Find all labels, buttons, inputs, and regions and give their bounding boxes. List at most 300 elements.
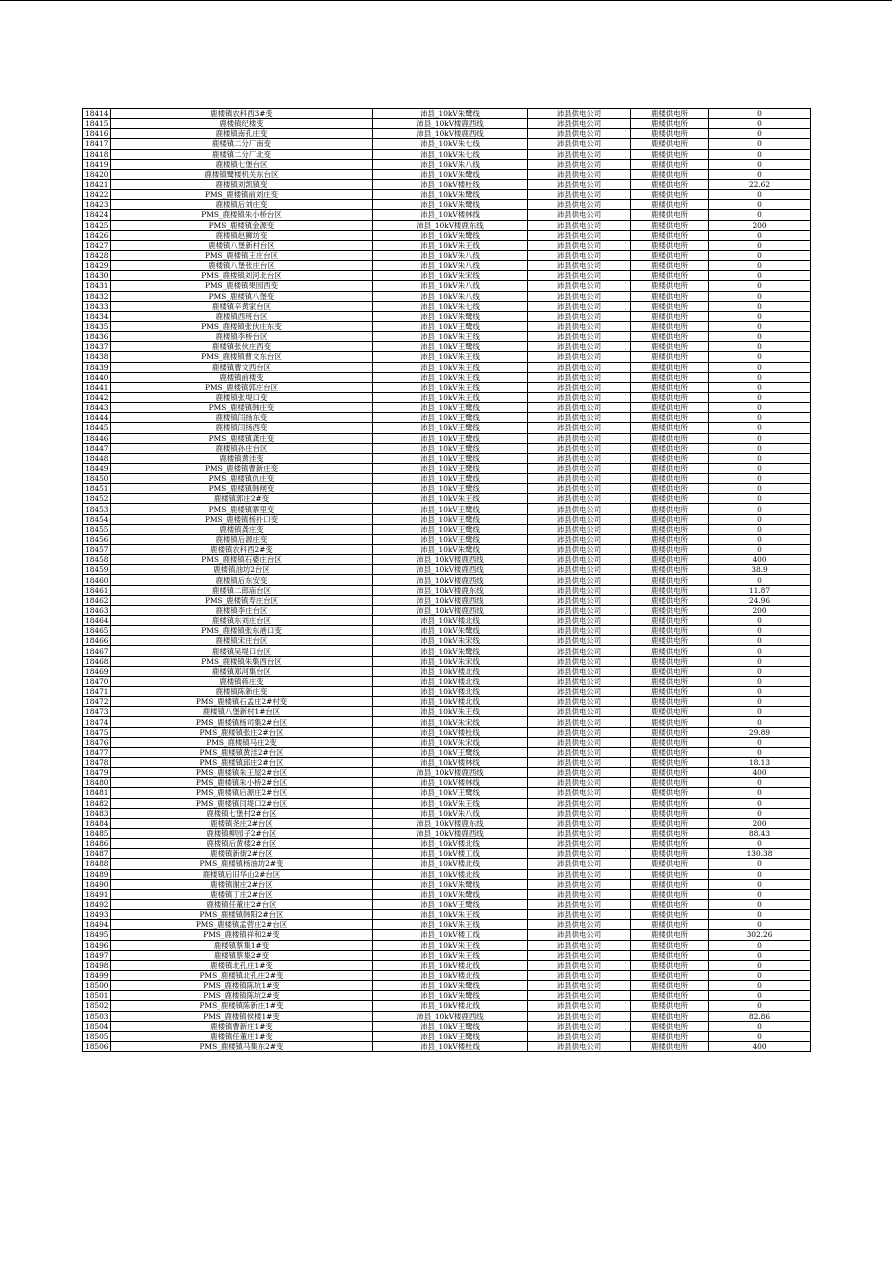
feeder-line-cell: 沛县_10kV朱王线 — [373, 372, 528, 382]
feeder-line-cell: 沛县_10kV王鹭线 — [373, 413, 528, 423]
company-cell: 沛县供电公司 — [528, 1031, 631, 1041]
feeder-line-cell: 沛县_10kV王鹭线 — [373, 321, 528, 331]
transformer-name-cell: PMS_鹿楼镇陈新庄1#变 — [111, 1001, 373, 1011]
feeder-line-cell: 沛县_10kV楼鹿西线 — [373, 575, 528, 585]
station-cell: 鹿楼供电所 — [631, 250, 709, 260]
table-row — [83, 403, 811, 413]
row-number-cell: 18480 — [83, 778, 111, 788]
feeder-line-cell: 沛县_10kV王鹭线 — [373, 342, 528, 352]
station-cell: 鹿楼供电所 — [631, 656, 709, 666]
transformer-name-cell: 鹿楼镇孙庄台区 — [111, 443, 373, 453]
transformer-name-cell: 鹿楼镇闫扬东变 — [111, 413, 373, 423]
feeder-line-cell: 沛县_10kV楼北线 — [373, 859, 528, 869]
row-number-cell: 18441 — [83, 382, 111, 392]
station-cell: 鹿楼供电所 — [631, 524, 709, 534]
value-cell: 0 — [709, 474, 811, 484]
value-cell: 0 — [709, 534, 811, 544]
table-row — [83, 1011, 811, 1021]
row-number-cell: 18454 — [83, 514, 111, 524]
station-cell: 鹿楼供电所 — [631, 555, 709, 565]
company-cell: 沛县供电公司 — [528, 524, 631, 534]
company-cell: 沛县供电公司 — [528, 605, 631, 615]
transformer-name-cell: 鹿楼镇龚庄变 — [111, 524, 373, 534]
value-cell: 0 — [709, 261, 811, 271]
value-cell: 0 — [709, 119, 811, 129]
table-row — [83, 747, 811, 757]
value-cell: 0 — [709, 839, 811, 849]
transformer-name-cell: 鹿楼镇张堤口变 — [111, 392, 373, 402]
table-row — [83, 879, 811, 889]
table-row — [83, 1041, 811, 1051]
feeder-line-cell: 沛县_10kV朱鹭线 — [373, 879, 528, 889]
value-cell: 0 — [709, 737, 811, 747]
company-cell: 沛县供电公司 — [528, 534, 631, 544]
value-cell: 38.9 — [709, 565, 811, 575]
feeder-line-cell: 沛县_10kV王鹭线 — [373, 433, 528, 443]
value-cell: 0 — [709, 778, 811, 788]
station-cell: 鹿楼供电所 — [631, 758, 709, 768]
feeder-line-cell: 沛县_10kV朱宋线 — [373, 717, 528, 727]
row-number-cell: 18506 — [83, 1041, 111, 1051]
feeder-line-cell: 沛县_10kV朱王线 — [373, 352, 528, 362]
transformer-name-cell: 鹿楼镇陈新庄变 — [111, 687, 373, 697]
transformer-name-cell: PMS_鹿楼镇杨油坊2#变 — [111, 859, 373, 869]
transformer-name-cell: PMS_鹿楼镇刘河北台区 — [111, 271, 373, 281]
station-cell: 鹿楼供电所 — [631, 453, 709, 463]
table-row — [83, 707, 811, 717]
transformer-name-cell: PMS_鹿楼镇曹新庄变 — [111, 463, 373, 473]
feeder-line-cell: 沛县_10kV朱宋线 — [373, 271, 528, 281]
feeder-line-cell: 沛县_10kV朱八线 — [373, 291, 528, 301]
row-number-cell: 18448 — [83, 453, 111, 463]
value-cell: 0 — [709, 616, 811, 626]
company-cell: 沛县供电公司 — [528, 179, 631, 189]
station-cell: 鹿楼供电所 — [631, 636, 709, 646]
data-table — [82, 108, 811, 1052]
station-cell: 鹿楼供电所 — [631, 311, 709, 321]
transformer-name-cell: 鹿楼镇郭庄2#变 — [111, 494, 373, 504]
company-cell: 沛县供电公司 — [528, 281, 631, 291]
value-cell: 0 — [709, 129, 811, 139]
transformer-name-cell: 鹿楼镇宋庄台区 — [111, 636, 373, 646]
station-cell: 鹿楼供电所 — [631, 504, 709, 514]
feeder-line-cell: 沛县_10kV王鹭线 — [373, 423, 528, 433]
feeder-line-cell: 沛县_10kV楼北线 — [373, 616, 528, 626]
station-cell: 鹿楼供电所 — [631, 342, 709, 352]
company-cell: 沛县供电公司 — [528, 981, 631, 991]
row-number-cell: 18415 — [83, 119, 111, 129]
row-number-cell: 18457 — [83, 545, 111, 555]
station-cell: 鹿楼供电所 — [631, 1011, 709, 1021]
company-cell: 沛县供电公司 — [528, 879, 631, 889]
table-row — [83, 839, 811, 849]
value-cell: 0 — [709, 230, 811, 240]
feeder-line-cell: 沛县_10kV朱鹭线 — [373, 169, 528, 179]
table-row — [83, 687, 811, 697]
feeder-line-cell: 沛县_10kV朱王线 — [373, 707, 528, 717]
value-cell: 0 — [709, 514, 811, 524]
value-cell: 0 — [709, 747, 811, 757]
station-cell: 鹿楼供电所 — [631, 271, 709, 281]
company-cell: 沛县供电公司 — [528, 970, 631, 980]
feeder-line-cell: 沛县_10kV楼林线 — [373, 778, 528, 788]
station-cell: 鹿楼供电所 — [631, 433, 709, 443]
company-cell: 沛县供电公司 — [528, 798, 631, 808]
table-row — [83, 950, 811, 960]
row-number-cell: 18489 — [83, 869, 111, 879]
transformer-name-cell: 鹿楼镇纪楼变 — [111, 119, 373, 129]
transformer-name-cell: PMS_鹿楼镇邱庄2#台区 — [111, 758, 373, 768]
table-row — [83, 484, 811, 494]
transformer-name-cell: 鹿楼镇西班台区 — [111, 311, 373, 321]
feeder-line-cell: 沛县_10kV王鹭线 — [373, 1021, 528, 1031]
feeder-line-cell: 沛县_10kV楼北线 — [373, 970, 528, 980]
row-number-cell: 18501 — [83, 991, 111, 1001]
value-cell: 0 — [709, 362, 811, 372]
table-row — [83, 717, 811, 727]
station-cell: 鹿楼供电所 — [631, 423, 709, 433]
value-cell: 0 — [709, 149, 811, 159]
transformer-name-cell: 鹿楼镇南孔庄变 — [111, 129, 373, 139]
transformer-name-cell: 鹿楼镇尧庄2#台区 — [111, 818, 373, 828]
table-row — [83, 626, 811, 636]
table-row — [83, 159, 811, 169]
transformer-name-cell: PMS_鹿楼镇马集东2#变 — [111, 1041, 373, 1051]
value-cell: 0 — [709, 139, 811, 149]
value-cell: 302.26 — [709, 930, 811, 940]
station-cell: 鹿楼供电所 — [631, 129, 709, 139]
row-number-cell: 18429 — [83, 261, 111, 271]
station-cell: 鹿楼供电所 — [631, 1031, 709, 1041]
company-cell: 沛县供电公司 — [528, 626, 631, 636]
company-cell: 沛县供电公司 — [528, 494, 631, 504]
value-cell: 0 — [709, 960, 811, 970]
value-cell: 0 — [709, 463, 811, 473]
station-cell: 鹿楼供电所 — [631, 828, 709, 838]
company-cell: 沛县供电公司 — [528, 443, 631, 453]
station-cell: 鹿楼供电所 — [631, 950, 709, 960]
company-cell: 沛县供电公司 — [528, 758, 631, 768]
company-cell: 沛县供电公司 — [528, 788, 631, 798]
value-cell: 0 — [709, 159, 811, 169]
value-cell: 11.87 — [709, 585, 811, 595]
feeder-line-cell: 沛县_10kV楼北线 — [373, 869, 528, 879]
company-cell: 沛县供电公司 — [528, 311, 631, 321]
feeder-line-cell: 沛县_10kV楼林线 — [373, 210, 528, 220]
transformer-name-cell: PMS_鹿楼镇朱王屋2#台区 — [111, 768, 373, 778]
table-row — [83, 585, 811, 595]
station-cell: 鹿楼供电所 — [631, 291, 709, 301]
transformer-name-cell: 鹿楼镇赵狮坊变 — [111, 230, 373, 240]
feeder-line-cell: 沛县_10kV朱王线 — [373, 950, 528, 960]
table-row — [83, 109, 811, 119]
row-number-cell: 18479 — [83, 768, 111, 778]
row-number-cell: 18427 — [83, 240, 111, 250]
value-cell: 0 — [709, 869, 811, 879]
transformer-name-cell: PMS_鹿楼镇闫堤口2#台区 — [111, 798, 373, 808]
row-number-cell: 18438 — [83, 352, 111, 362]
feeder-line-cell: 沛县_10kV朱鹭线 — [373, 200, 528, 210]
row-number-cell: 18467 — [83, 646, 111, 656]
station-cell: 鹿楼供电所 — [631, 109, 709, 119]
station-cell: 鹿楼供电所 — [631, 200, 709, 210]
value-cell: 0 — [709, 342, 811, 352]
company-cell: 沛县供电公司 — [528, 250, 631, 260]
feeder-line-cell: 沛县_10kV楼工线 — [373, 930, 528, 940]
transformer-name-cell: 鹿楼镇曹文西台区 — [111, 362, 373, 372]
row-number-cell: 18475 — [83, 727, 111, 737]
transformer-name-cell: 鹿楼镇八堡张庄台区 — [111, 261, 373, 271]
value-cell: 200 — [709, 220, 811, 230]
station-cell: 鹿楼供电所 — [631, 362, 709, 372]
feeder-line-cell: 沛县_10kV楼鹿西线 — [373, 119, 528, 129]
value-cell: 0 — [709, 1021, 811, 1031]
feeder-line-cell: 沛县_10kV朱王线 — [373, 382, 528, 392]
row-number-cell: 18487 — [83, 849, 111, 859]
row-number-cell: 18477 — [83, 747, 111, 757]
company-cell: 沛县供电公司 — [528, 869, 631, 879]
table-row — [83, 261, 811, 271]
station-cell: 鹿楼供电所 — [631, 169, 709, 179]
row-number-cell: 18458 — [83, 555, 111, 565]
table-row — [83, 1031, 811, 1041]
feeder-line-cell: 沛县_10kV楼北线 — [373, 697, 528, 707]
feeder-line-cell: 沛县_10kV朱七线 — [373, 139, 528, 149]
station-cell: 鹿楼供电所 — [631, 930, 709, 940]
company-cell: 沛县供电公司 — [528, 768, 631, 778]
company-cell: 沛县供电公司 — [528, 139, 631, 149]
row-number-cell: 18419 — [83, 159, 111, 169]
value-cell: 0 — [709, 311, 811, 321]
feeder-line-cell: 沛县_10kV朱王线 — [373, 362, 528, 372]
transformer-name-cell: PMS_鹿楼镇寨里变 — [111, 504, 373, 514]
feeder-line-cell: 沛县_10kV楼鹿东线 — [373, 220, 528, 230]
value-cell: 0 — [709, 889, 811, 899]
company-cell: 沛县供电公司 — [528, 930, 631, 940]
table-row — [83, 392, 811, 402]
transformer-name-cell: 鹿楼镇柳园子2#台区 — [111, 828, 373, 838]
table-row — [83, 666, 811, 676]
row-number-cell: 18492 — [83, 899, 111, 909]
feeder-line-cell: 沛县_10kV楼鹿西线 — [373, 605, 528, 615]
transformer-name-cell: PMS_鹿楼镇陈坑1#变 — [111, 981, 373, 991]
table-row — [83, 595, 811, 605]
feeder-line-cell: 沛县_10kV朱七线 — [373, 301, 528, 311]
company-cell: 沛县供电公司 — [528, 332, 631, 342]
company-cell: 沛县供电公司 — [528, 342, 631, 352]
table-row — [83, 1001, 811, 1011]
row-number-cell: 18490 — [83, 879, 111, 889]
feeder-line-cell: 沛县_10kV朱鹭线 — [373, 991, 528, 1001]
value-cell: 400 — [709, 1041, 811, 1051]
value-cell: 0 — [709, 940, 811, 950]
value-cell: 0 — [709, 372, 811, 382]
feeder-line-cell: 沛县_10kV楼鹿西线 — [373, 768, 528, 778]
feeder-line-cell: 沛县_10kV朱八线 — [373, 808, 528, 818]
feeder-line-cell: 沛县_10kV楼鹿东线 — [373, 585, 528, 595]
row-number-cell: 18502 — [83, 1001, 111, 1011]
company-cell: 沛县供电公司 — [528, 828, 631, 838]
transformer-name-cell: PMS_鹿楼镇王庄台区 — [111, 250, 373, 260]
feeder-line-cell: 沛县_10kV朱七线 — [373, 149, 528, 159]
feeder-line-cell: 沛县_10kV王鹭线 — [373, 534, 528, 544]
feeder-line-cell: 沛县_10kV朱鹭线 — [373, 545, 528, 555]
row-number-cell: 18445 — [83, 423, 111, 433]
row-number-cell: 18503 — [83, 1011, 111, 1021]
row-number-cell: 18433 — [83, 301, 111, 311]
station-cell: 鹿楼供电所 — [631, 585, 709, 595]
row-number-cell: 18497 — [83, 950, 111, 960]
station-cell: 鹿楼供电所 — [631, 119, 709, 129]
transformer-name-cell: 鹿楼镇二郎庙台区 — [111, 585, 373, 595]
station-cell: 鹿楼供电所 — [631, 545, 709, 555]
value-cell: 0 — [709, 271, 811, 281]
value-cell: 0 — [709, 200, 811, 210]
feeder-line-cell: 沛县_10kV朱宋线 — [373, 656, 528, 666]
value-cell: 0 — [709, 950, 811, 960]
transformer-name-cell: 鹿楼镇七堡村2#台区 — [111, 808, 373, 818]
station-cell: 鹿楼供电所 — [631, 240, 709, 250]
company-cell: 沛县供电公司 — [528, 991, 631, 1001]
feeder-line-cell: 沛县_10kV朱王线 — [373, 392, 528, 402]
value-cell: 0 — [709, 352, 811, 362]
transformer-name-cell: PMS_鹿楼镇黄洼2#台区 — [111, 747, 373, 757]
table-row — [83, 433, 811, 443]
transformer-name-cell: PMS_鹿楼镇郭庄台区 — [111, 382, 373, 392]
table-row — [83, 250, 811, 260]
station-cell: 鹿楼供电所 — [631, 707, 709, 717]
value-cell: 0 — [709, 676, 811, 686]
transformer-name-cell: 鹿楼镇李庄台区 — [111, 605, 373, 615]
table-row — [83, 818, 811, 828]
value-cell: 0 — [709, 291, 811, 301]
company-cell: 沛县供电公司 — [528, 727, 631, 737]
feeder-line-cell: 沛县_10kV朱鹭线 — [373, 190, 528, 200]
row-number-cell: 18459 — [83, 565, 111, 575]
transformer-name-cell: PMS_鹿楼镇朱小桥台区 — [111, 210, 373, 220]
row-number-cell: 18418 — [83, 149, 111, 159]
row-number-cell: 18504 — [83, 1021, 111, 1031]
feeder-line-cell: 沛县_10kV朱鹭线 — [373, 646, 528, 656]
table-row — [83, 727, 811, 737]
transformer-name-cell: PMS_鹿楼镇前刘庄变 — [111, 190, 373, 200]
station-cell: 鹿楼供电所 — [631, 281, 709, 291]
feeder-line-cell: 沛县_10kV朱王线 — [373, 240, 528, 250]
company-cell: 沛县供电公司 — [528, 1011, 631, 1021]
station-cell: 鹿楼供电所 — [631, 1041, 709, 1051]
value-cell: 0 — [709, 707, 811, 717]
station-cell: 鹿楼供电所 — [631, 970, 709, 980]
row-number-cell: 18452 — [83, 494, 111, 504]
station-cell: 鹿楼供电所 — [631, 869, 709, 879]
row-number-cell: 18494 — [83, 920, 111, 930]
row-number-cell: 18465 — [83, 626, 111, 636]
station-cell: 鹿楼供电所 — [631, 646, 709, 656]
station-cell: 鹿楼供电所 — [631, 413, 709, 423]
table-row — [83, 301, 811, 311]
value-cell: 0 — [709, 666, 811, 676]
feeder-line-cell: 沛县_10kV楼杜线 — [373, 179, 528, 189]
station-cell: 鹿楼供电所 — [631, 747, 709, 757]
company-cell: 沛县供电公司 — [528, 261, 631, 271]
row-number-cell: 18491 — [83, 889, 111, 899]
table-row — [83, 899, 811, 909]
transformer-name-cell: 鹿楼镇任董庄1#变 — [111, 1031, 373, 1041]
row-number-cell: 18473 — [83, 707, 111, 717]
value-cell: 200 — [709, 818, 811, 828]
value-cell: 0 — [709, 301, 811, 311]
row-number-cell: 18425 — [83, 220, 111, 230]
value-cell: 0 — [709, 788, 811, 798]
station-cell: 鹿楼供电所 — [631, 565, 709, 575]
feeder-line-cell: 沛县_10kV楼北线 — [373, 666, 528, 676]
transformer-name-cell: 鹿楼镇丁庄2#台区 — [111, 889, 373, 899]
station-cell: 鹿楼供电所 — [631, 839, 709, 849]
station-cell: 鹿楼供电所 — [631, 808, 709, 818]
transformer-name-cell: 鹿楼镇北孔庄1#变 — [111, 960, 373, 970]
row-number-cell: 18434 — [83, 311, 111, 321]
feeder-line-cell: 沛县_10kV楼鹿西线 — [373, 1011, 528, 1021]
feeder-line-cell: 沛县_10kV楼林线 — [373, 758, 528, 768]
company-cell: 沛县供电公司 — [528, 545, 631, 555]
station-cell: 鹿楼供电所 — [631, 494, 709, 504]
table-row — [83, 565, 811, 575]
value-cell: 0 — [709, 687, 811, 697]
transformer-name-cell: 鹿楼镇新街2#台区 — [111, 849, 373, 859]
transformer-name-cell: PMS_鹿楼镇韩闸变 — [111, 484, 373, 494]
station-cell: 鹿楼供电所 — [631, 443, 709, 453]
feeder-line-cell: 沛县_10kV朱鹭线 — [373, 626, 528, 636]
company-cell: 沛县供电公司 — [528, 321, 631, 331]
company-cell: 沛县供电公司 — [528, 484, 631, 494]
row-number-cell: 18485 — [83, 828, 111, 838]
station-cell: 鹿楼供电所 — [631, 859, 709, 869]
feeder-line-cell: 沛县_10kV楼北线 — [373, 839, 528, 849]
station-cell: 鹿楼供电所 — [631, 220, 709, 230]
station-cell: 鹿楼供电所 — [631, 981, 709, 991]
table-row — [83, 474, 811, 484]
row-number-cell: 18472 — [83, 697, 111, 707]
value-cell: 0 — [709, 250, 811, 260]
value-cell: 0 — [709, 504, 811, 514]
company-cell: 沛县供电公司 — [528, 1001, 631, 1011]
value-cell: 0 — [709, 626, 811, 636]
feeder-line-cell: 沛县_10kV朱鹭线 — [373, 889, 528, 899]
station-cell: 鹿楼供电所 — [631, 788, 709, 798]
company-cell: 沛县供电公司 — [528, 707, 631, 717]
table-row — [83, 524, 811, 534]
value-cell: 0 — [709, 575, 811, 585]
station-cell: 鹿楼供电所 — [631, 991, 709, 1001]
feeder-line-cell: 沛县_10kV王鹭线 — [373, 788, 528, 798]
row-number-cell: 18420 — [83, 169, 111, 179]
table-row — [83, 534, 811, 544]
company-cell: 沛县供电公司 — [528, 697, 631, 707]
value-cell: 0 — [709, 646, 811, 656]
table-row — [83, 423, 811, 433]
value-cell: 82.86 — [709, 1011, 811, 1021]
station-cell: 鹿楼供电所 — [631, 697, 709, 707]
table-row — [83, 139, 811, 149]
table-row — [83, 119, 811, 129]
company-cell: 沛县供电公司 — [528, 271, 631, 281]
value-cell: 0 — [709, 970, 811, 980]
station-cell: 鹿楼供电所 — [631, 1021, 709, 1031]
feeder-line-cell: 沛县_10kV朱鹭线 — [373, 311, 528, 321]
feeder-line-cell: 沛县_10kV楼鹿西线 — [373, 565, 528, 575]
transformer-name-cell: PMS_鹿楼镇杨扑口变 — [111, 514, 373, 524]
station-cell: 鹿楼供电所 — [631, 727, 709, 737]
